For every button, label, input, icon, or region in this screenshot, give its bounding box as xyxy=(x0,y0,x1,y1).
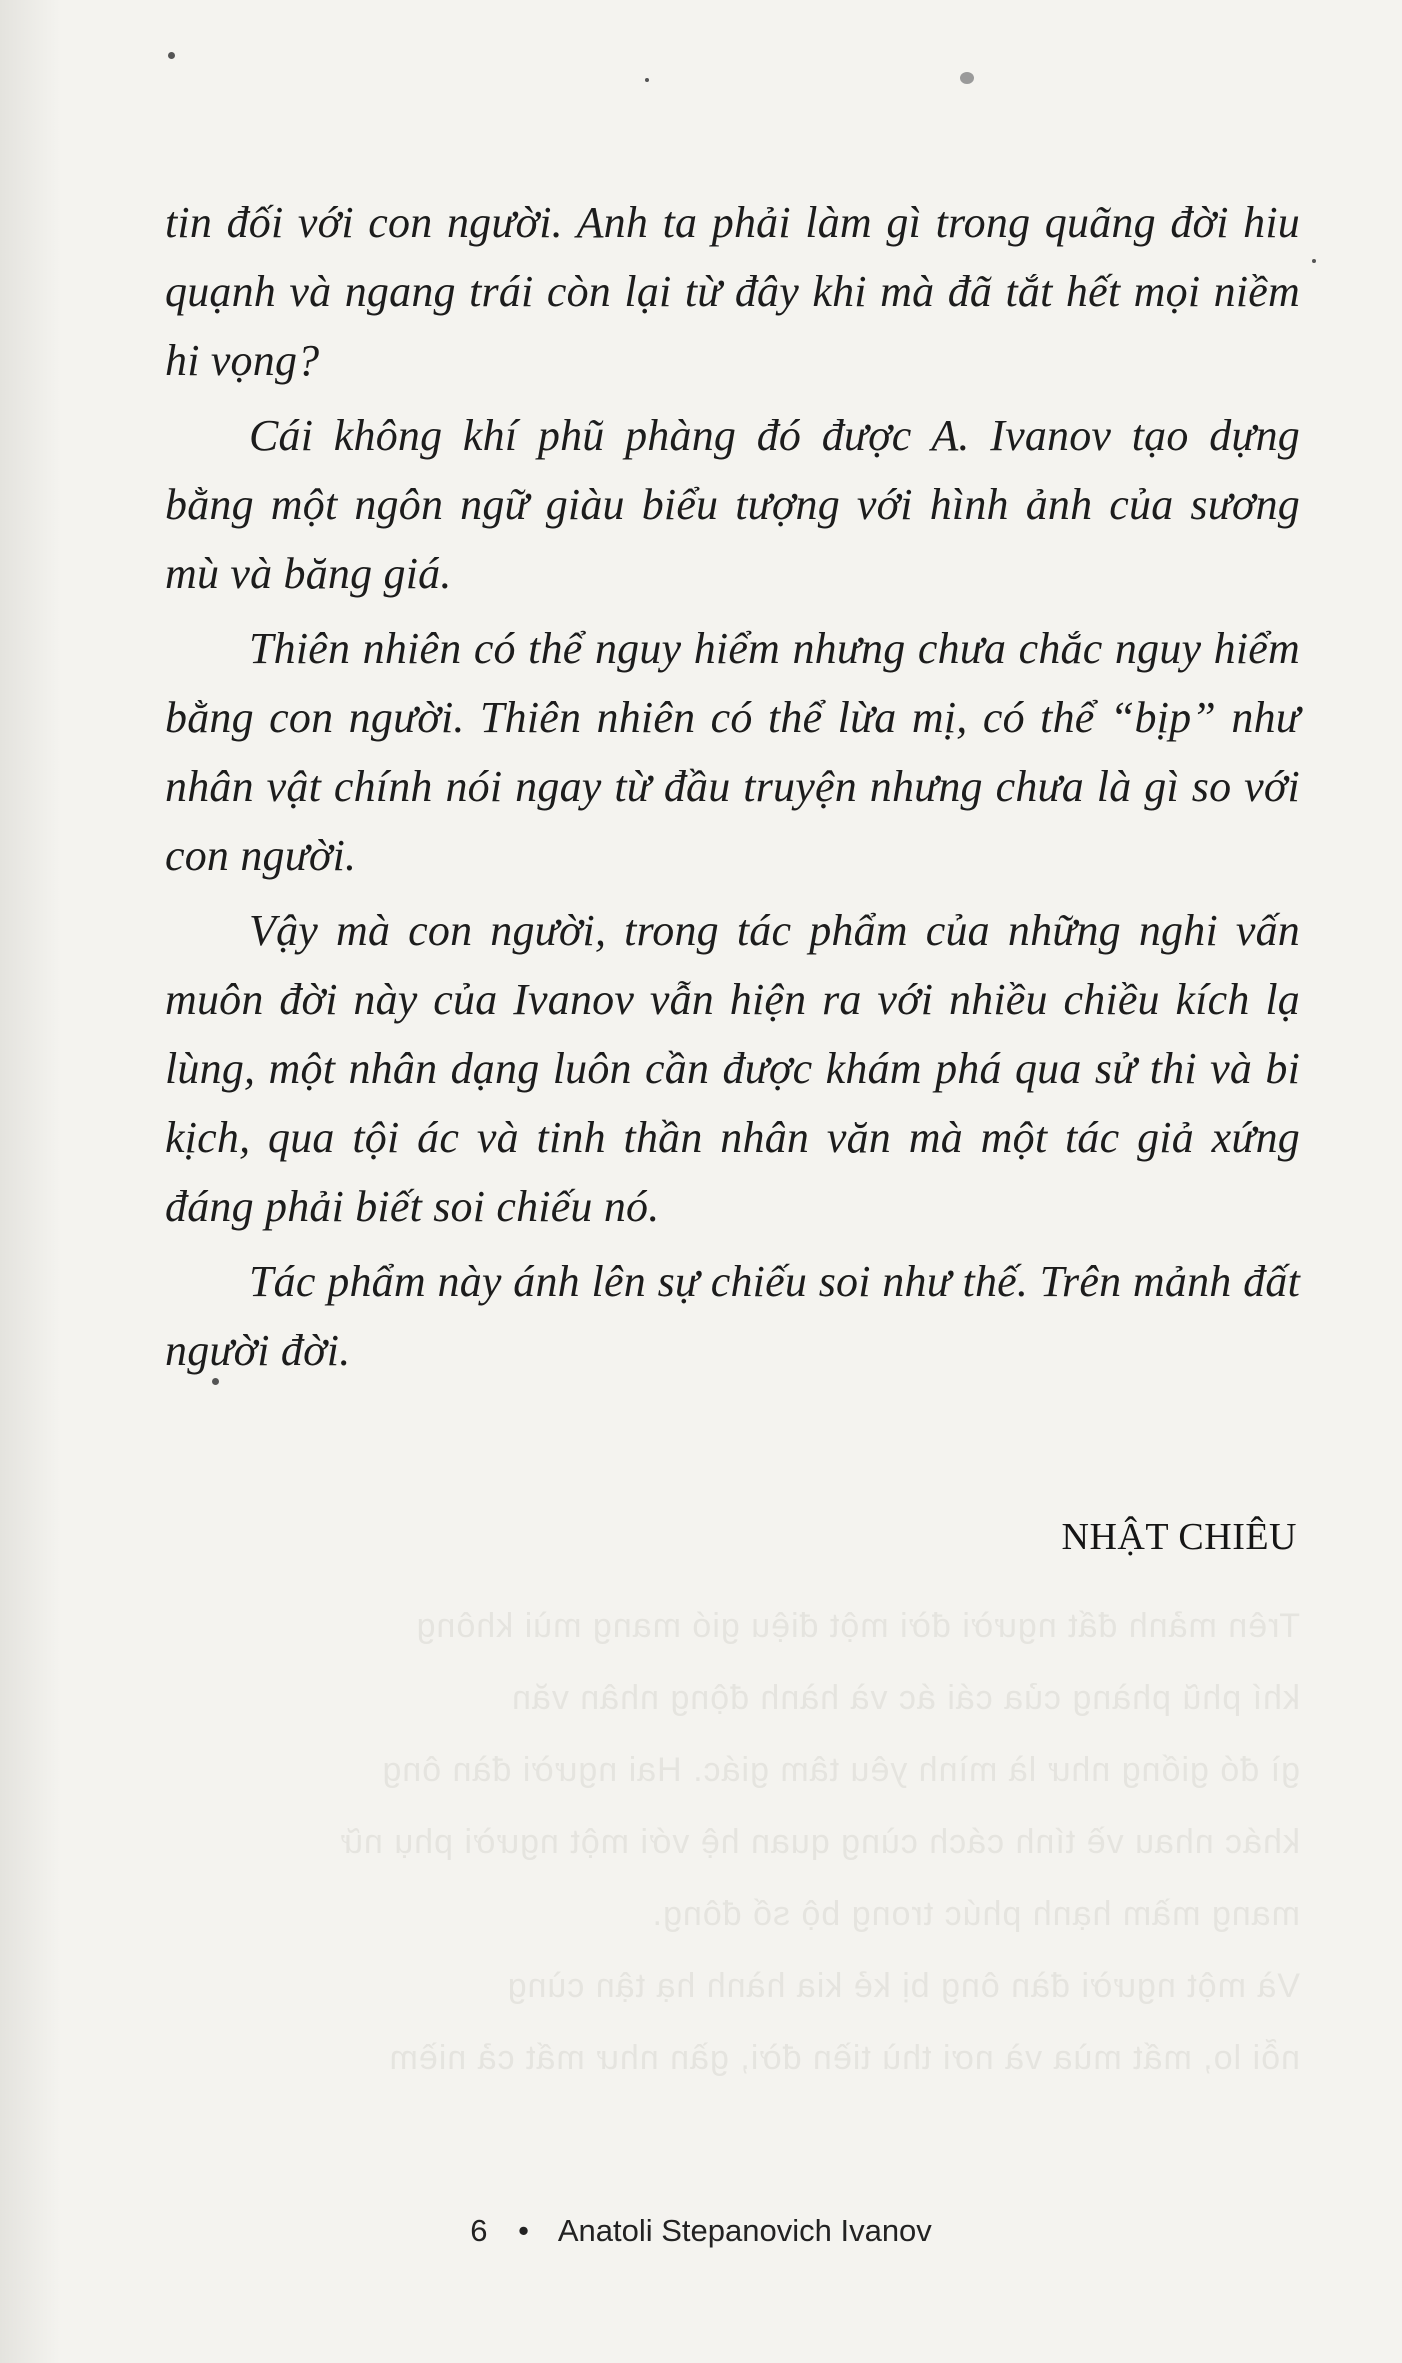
author-signature: NHẬT CHIÊU xyxy=(1061,1516,1297,1558)
footer-separator: • xyxy=(518,2213,529,2248)
paragraph-1: tin đối với con người. Anh ta phải làm gì trong quãng đời hiu quạnh và ngang trái còn lại từ đây khi mà đã tắt hết mọi niềm hi vọng? xyxy=(165,198,1300,385)
dust-speck xyxy=(960,72,974,84)
bleed-through-text: Trên mảnh đất người đời một điệu gió mang mùi không khí phũ phàng của cái ác và hành động nhân văn gì đó giống như là mình yêu tâm giác. Hai người đàn ông khác nhau về tính cách cùng quan hệ với một người phụ nữ mang mầm hạnh phúc trong bộ số đông. Và một người đàn ông bị kẻ kia hành hạ tận cùng nỗi lo, mất mùa và nơi thù tiền đời, gần như mất cả niềm xyxy=(339,1607,1300,2077)
dust-speck xyxy=(212,1378,219,1385)
running-author: Anatoli Stepanovich Ivanov xyxy=(557,2213,932,2248)
scan-shadow xyxy=(0,0,60,2363)
paragraph-3: Thiên nhiên có thể nguy hiểm nhưng chưa chắc nguy hiểm bằng con người. Thiên nhiên có thể lừa mị, có thể “bịp” như nhân vật chính nói ngay từ đầu truyện nhưng chưa là gì so với con người. xyxy=(165,624,1300,880)
body-text xyxy=(165,188,1300,1391)
paragraph-4: Vậy mà con người, trong tác phẩm của những nghi vấn muôn đời này của Ivanov vẫn hiện ra với nhiều chiều kích lạ lùng, một nhân dạng luôn cần được khám phá qua sử thi và bi kịch, qua tội ác và tinh thần nhân văn mà một tác giả xứng đáng phải biết soi chiếu nó. xyxy=(165,906,1300,1231)
paragraph-5: Tác phẩm này ánh lên sự chiếu soi như thế. Trên mảnh đất người đời. xyxy=(165,1257,1300,1375)
page-number: 6 xyxy=(470,2213,488,2248)
dust-speck xyxy=(645,78,649,82)
paragraph-2: Cái không khí phũ phàng đó được A. Ivanov tạo dựng bằng một ngôn ngữ giàu biểu tượng với hình ảnh của sương mù và băng giá. xyxy=(165,411,1300,598)
dust-speck xyxy=(168,52,175,59)
dust-speck xyxy=(1312,259,1316,263)
page-footer xyxy=(0,2213,1402,2249)
